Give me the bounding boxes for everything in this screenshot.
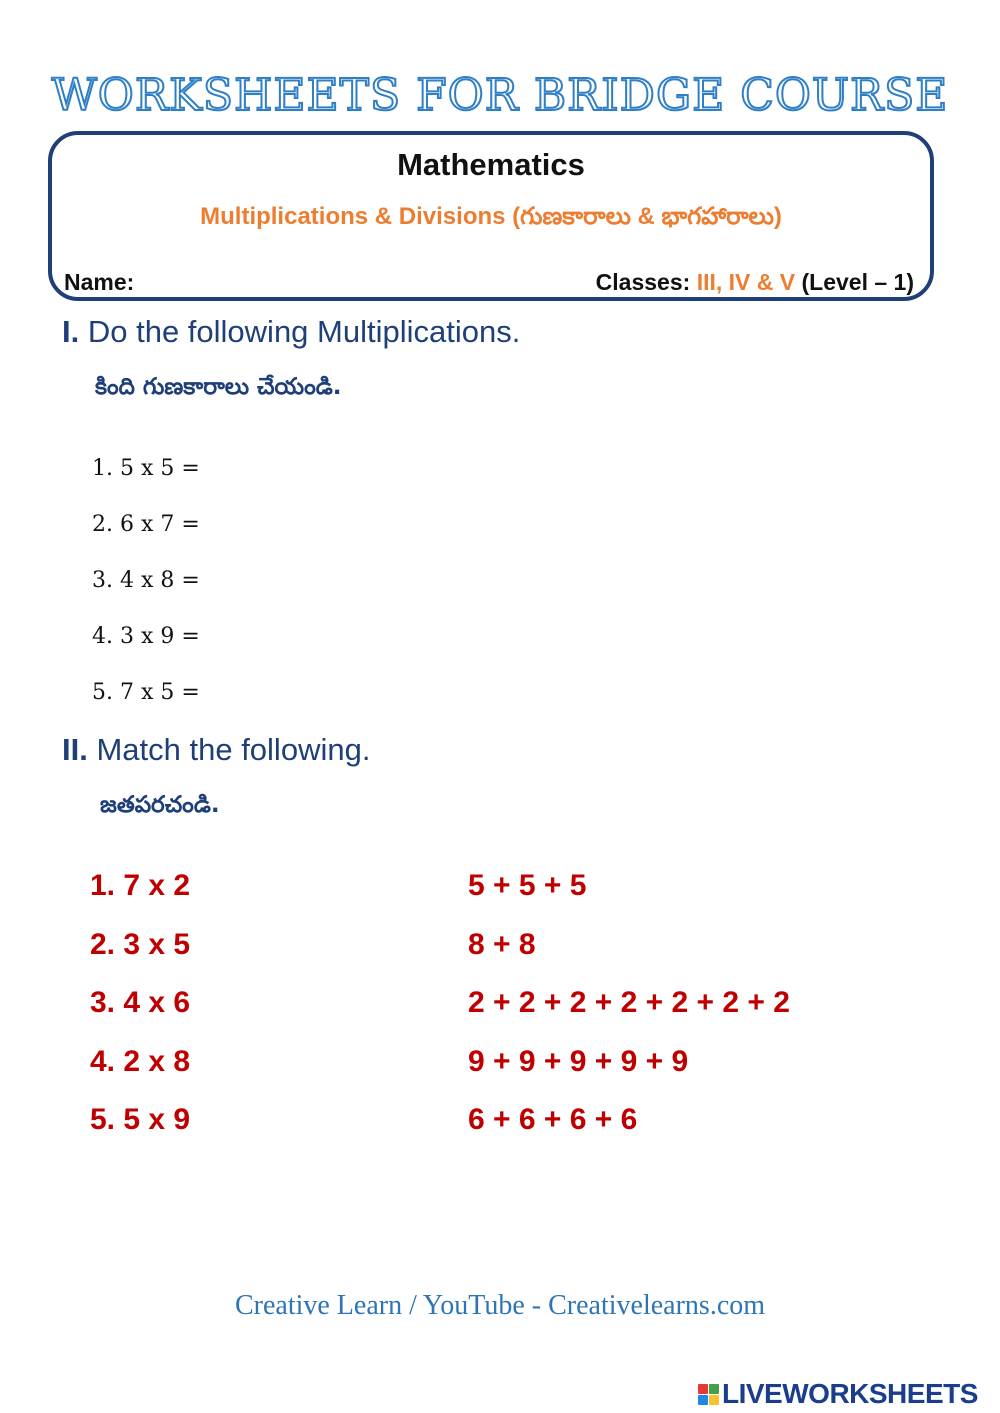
match-right-column [468,866,790,1159]
match-left-item-2[interactable]: 2. 3 x 5 [90,927,191,961]
answer-input-3[interactable] [210,566,334,594]
logo-square-blue [698,1395,708,1405]
level-label: (Level – 1) [795,269,914,295]
match-right-item-4[interactable]: 9 + 9 + 9 + 9 + 9 [468,1044,689,1078]
liveworksheets-icon [698,1384,719,1405]
header-box [48,131,934,301]
section2-heading [62,732,370,768]
multiplication-item [92,608,334,664]
match-left-item-3[interactable]: 3. 4 x 6 [90,986,191,1019]
section1-number: I. [62,314,80,349]
liveworksheets-text: LIVEWORKSHEETS [722,1378,978,1409]
multiplication-list [92,440,334,720]
match-right-item-2[interactable]: 8 + 8 [468,927,536,961]
multiplication-item [92,440,334,496]
section2-number: II. [62,732,88,767]
section2-heading-text: Match the following. [87,732,371,767]
multiplication-question: 2. 6 x 7 = [92,511,200,537]
match-right-item-5[interactable]: 6 + 6 + 6 + 6 [468,1103,638,1136]
liveworksheets-logo [698,1376,978,1412]
footer-credit: Creative Learn / YouTube - Creativelearns.com [234,1290,766,1321]
multiplication-question: 4. 3 x 9 = [92,623,200,649]
multiplication-question: 3. 4 x 8 = [92,567,200,593]
match-left-column [90,866,190,1159]
topic-title: Multiplications & Divisions (గుణకారాలు & భాగహారాలు) [200,203,782,230]
multiplication-item [92,496,334,552]
logo-square-green [709,1384,719,1394]
logo-square-red [698,1384,708,1394]
section2-telugu-instruction: జతపరచండి. [100,792,220,818]
name-label: Name: [64,269,135,295]
classes-label: Classes: [595,269,697,295]
section1-heading [62,314,520,350]
section1-heading-text: Do the following Multiplications. [79,314,521,349]
subject-title: Mathematics [397,147,585,182]
logo-square-yellow [709,1395,719,1405]
match-left-item-5[interactable]: 5. 5 x 9 [90,1103,191,1136]
answer-input-5[interactable] [210,678,334,706]
answer-input-2[interactable] [210,510,334,538]
multiplication-item [92,552,334,608]
multiplication-question: 1. 5 x 5 = [92,455,200,481]
match-left-item-4[interactable]: 4. 2 x 8 [90,1044,191,1078]
match-right-item-1[interactable]: 5 + 5 + 5 [468,869,587,902]
classes-value: III, IV & V [696,269,796,295]
answer-input-4[interactable] [210,622,334,650]
multiplication-item [92,664,334,720]
match-left-item-1[interactable]: 1. 7 x 2 [90,869,191,902]
multiplication-question: 5. 7 x 5 = [92,679,200,705]
match-right-item-3[interactable]: 2 + 2 + 2 + 2 + 2 + 2 + 2 [468,986,790,1019]
section1-telugu-instruction: కింది గుణకారాలు చేయండి. [95,374,342,400]
worksheet-title: WORKSHEETS FOR BRIDGE COURSE [51,70,949,121]
answer-input-1[interactable] [210,454,334,482]
classes-info [596,269,914,296]
